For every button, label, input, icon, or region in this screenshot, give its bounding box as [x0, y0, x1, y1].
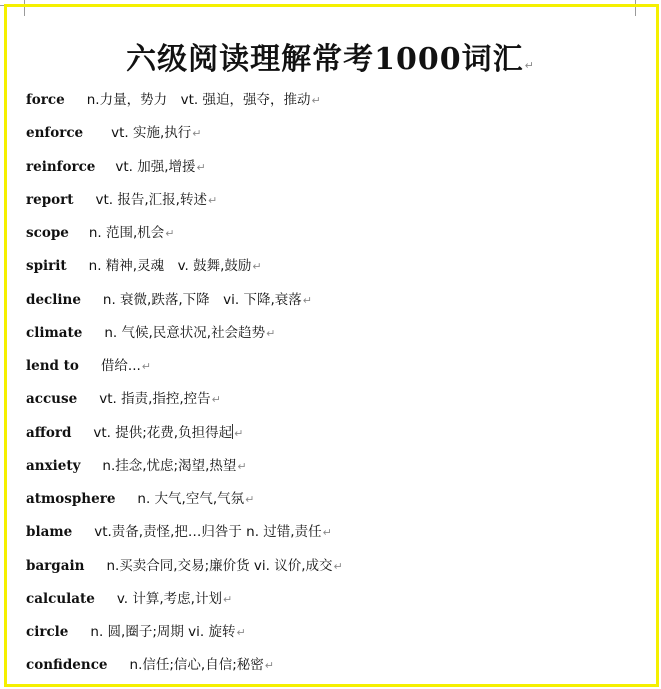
- vocabulary-entry[interactable]: [26, 155, 646, 188]
- vocabulary-entry[interactable]: [26, 354, 646, 387]
- definition: n. 圆,圈子;周期 vi. 旋转: [90, 624, 236, 640]
- paragraph-mark-icon: ↵: [211, 393, 221, 407]
- headword: afford: [26, 424, 72, 441]
- vocabulary-entry[interactable]: [26, 221, 646, 254]
- paragraph-mark-icon: ↵: [264, 659, 274, 673]
- paragraph-mark-icon: ↵: [236, 626, 246, 639]
- definition: n. 衰微,跌落,下降 vi. 下降,衰落: [102, 291, 302, 308]
- document-title[interactable]: [0, 34, 661, 78]
- definition: n.挂念,忧虑;渴望,热望: [102, 457, 237, 474]
- definition: n. 精神,灵魂 v. 鼓舞,鼓励: [88, 258, 252, 275]
- headword: decline: [26, 291, 81, 308]
- paragraph-mark-icon: ↵: [141, 360, 152, 373]
- headword: force: [26, 92, 65, 108]
- definition: vt.责备,责怪,把…归咎于 n. 过错,责任: [94, 524, 322, 541]
- headword: lend to: [26, 358, 79, 374]
- definition: vt. 加强,增援: [115, 158, 196, 175]
- definition: vt. 报告,汇报,转述: [95, 191, 207, 208]
- vocabulary-entry[interactable]: [26, 554, 646, 587]
- headword: climate: [26, 324, 83, 341]
- paragraph-mark-icon: ↵: [252, 260, 262, 274]
- paragraph-mark-icon: ↵: [266, 326, 276, 340]
- definition: vt. 实施,执行: [111, 125, 192, 142]
- paragraph-mark-icon: ↵: [196, 160, 206, 174]
- vocabulary-list: [26, 88, 646, 687]
- headword: spirit: [26, 258, 67, 275]
- paragraph-mark-icon: ↵: [237, 459, 247, 473]
- headword: report: [26, 191, 74, 208]
- vocabulary-entry[interactable]: [26, 620, 646, 653]
- vocabulary-entry[interactable]: [26, 121, 646, 154]
- paragraph-mark-icon: ↵: [302, 293, 312, 307]
- paragraph-mark-icon: ↵: [333, 559, 343, 573]
- headword: confidence: [26, 657, 108, 674]
- vocabulary-entry[interactable]: [26, 587, 646, 620]
- headword: accuse: [26, 391, 78, 408]
- vocabulary-entry[interactable]: [26, 421, 646, 454]
- definition: v. 计算,考虑,计划: [116, 590, 222, 607]
- title-text: 六级阅读理解常考1000词汇: [126, 42, 524, 77]
- definition: n. 范围,机会: [88, 225, 165, 241]
- paragraph-mark-icon: ↵: [222, 592, 233, 606]
- headword: scope: [26, 225, 69, 241]
- vocabulary-entry[interactable]: [26, 254, 646, 287]
- vocabulary-entry[interactable]: [26, 520, 646, 553]
- definition: vt. 提供;花费,负担得起: [93, 424, 233, 441]
- paragraph-mark-icon: ↵: [322, 526, 332, 540]
- headword: bargain: [26, 557, 85, 574]
- definition: n.信任;信心,自信;秘密: [129, 657, 264, 674]
- paragraph-mark-icon: ↵: [524, 59, 535, 72]
- paragraph-mark-icon: ↵: [165, 227, 175, 240]
- vocabulary-entry[interactable]: [26, 188, 646, 221]
- definition: n. 大气,空气,气氛: [137, 491, 245, 507]
- definition: n.买卖合同,交易;廉价货 vi. 议价,成交: [106, 557, 333, 574]
- paragraph-mark-icon: ↵: [207, 193, 218, 207]
- vocabulary-entry[interactable]: [26, 321, 646, 354]
- headword: calculate: [26, 590, 95, 607]
- vocabulary-entry[interactable]: [26, 288, 646, 321]
- text-cursor: [232, 424, 233, 439]
- vocabulary-entry[interactable]: [26, 653, 646, 686]
- headword: anxiety: [26, 457, 81, 474]
- vocabulary-entry[interactable]: [26, 387, 646, 420]
- headword: reinforce: [26, 158, 96, 175]
- headword: circle: [26, 624, 69, 640]
- paragraph-mark-icon: ↵: [245, 493, 255, 506]
- definition: n.力量，势力 vt. 强迫，强夺，推动: [86, 92, 311, 108]
- headword: atmosphere: [26, 491, 116, 507]
- vocabulary-entry[interactable]: [26, 454, 646, 487]
- headword: enforce: [26, 125, 84, 142]
- paragraph-mark-icon: ↵: [311, 94, 321, 107]
- vocabulary-entry[interactable]: [26, 487, 646, 520]
- paragraph-mark-icon: ↵: [234, 426, 244, 440]
- definition: vt. 指责,指控,控告: [99, 391, 211, 408]
- headword: blame: [26, 524, 73, 541]
- paragraph-mark-icon: ↵: [192, 127, 202, 141]
- vocabulary-entry[interactable]: [26, 88, 646, 121]
- definition: n. 气候,民意状况,社会趋势: [104, 324, 266, 341]
- definition: 借给...: [100, 358, 141, 374]
